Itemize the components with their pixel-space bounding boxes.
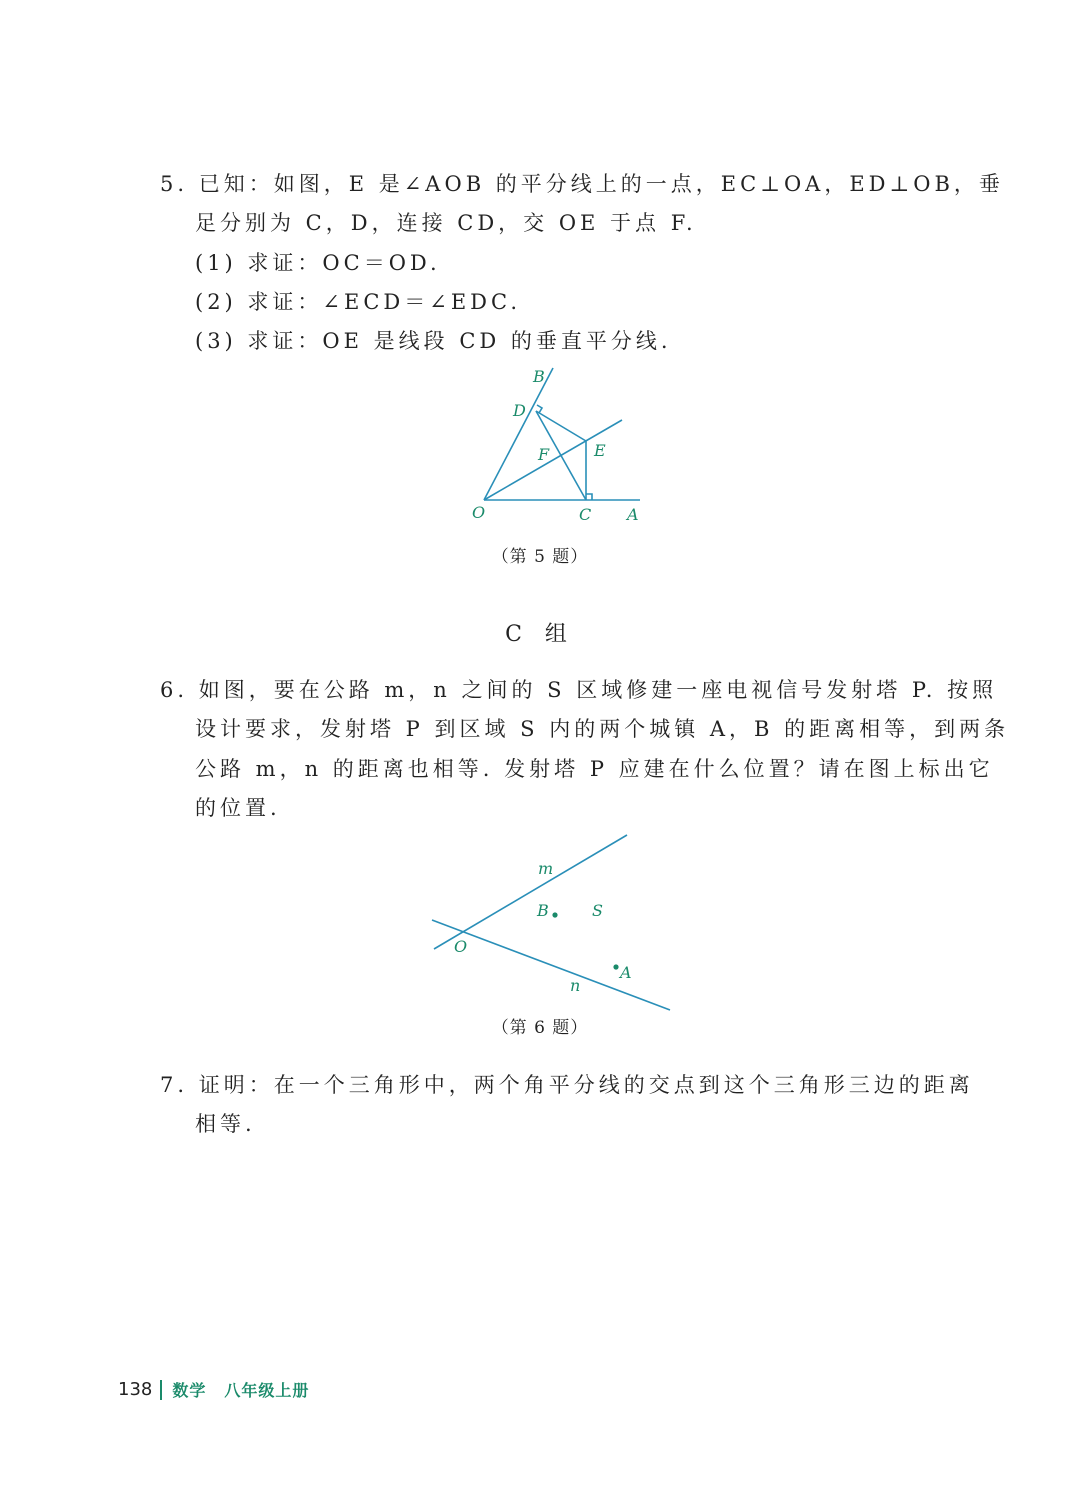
problem-6-figure (420, 825, 690, 1020)
problem-5-figure (460, 360, 660, 530)
problem-5-part-3: (3) 求证：OE 是线段 CD 的垂直平分线. (195, 329, 672, 353)
label-m: m (538, 859, 554, 878)
book-title (172, 1378, 309, 1401)
problem-6-line-4: 的位置. (195, 796, 281, 820)
problem-6-line-1: 6. 如图，要在公路 m，n 之间的 S 区域修建一座电视信号发射塔 P. 按照 (160, 678, 998, 702)
right-angle-c (586, 494, 592, 500)
footer-divider (160, 1380, 162, 1400)
problem-7-line-1: 7. 证明：在一个三角形中，两个角平分线的交点到这个三角形三边的距离 (160, 1073, 974, 1097)
label-s: S (592, 901, 603, 920)
label-n: n (570, 976, 581, 995)
label-b: B (537, 901, 549, 920)
point-a (613, 964, 618, 969)
page-footer (118, 1378, 309, 1401)
problem-7-line-2: 相等. (195, 1112, 256, 1136)
label-c: C (579, 505, 592, 524)
road-n (432, 920, 670, 1010)
problem-6-line-2: 设计要求，发射塔 P 到区域 S 内的两个城镇 A，B 的距离相等，到两条 (195, 717, 1010, 741)
label-a: A (620, 963, 632, 982)
label-f: F (538, 445, 550, 464)
problem-6-line-3: 公路 m，n 的距离也相等. 发射塔 P 应建在什么位置？请在图上标出它 (195, 757, 994, 781)
problem-6-caption: （第 6 题） (491, 1018, 589, 1038)
page-number: 138 (118, 1379, 153, 1400)
label-d: D (513, 401, 526, 420)
segment-ed (536, 411, 586, 441)
label-a: A (627, 505, 639, 524)
label-o: O (454, 937, 468, 956)
label-o: O (472, 503, 486, 522)
problem-5-line-2: 足分别为 C，D，连接 CD，交 OE 于点 F. (195, 211, 697, 235)
label-b: B (533, 367, 545, 386)
problem-5-part-1: (1) 求证：OC＝OD. (195, 251, 441, 275)
problem-5-caption: （第 5 题） (491, 547, 589, 567)
problem-5-part-2: (2) 求证：∠ECD＝∠EDC. (195, 290, 522, 314)
book-subject: 数学 (172, 1381, 207, 1400)
group-title: C 组 (505, 622, 575, 647)
book-grade: 八年级上册 (224, 1381, 310, 1400)
problem-5-line-1: 5. 已知：如图，E 是∠AOB 的平分线上的一点，EC⊥OA，ED⊥OB，垂 (160, 172, 1004, 196)
label-e: E (594, 441, 606, 460)
point-b (552, 912, 557, 917)
